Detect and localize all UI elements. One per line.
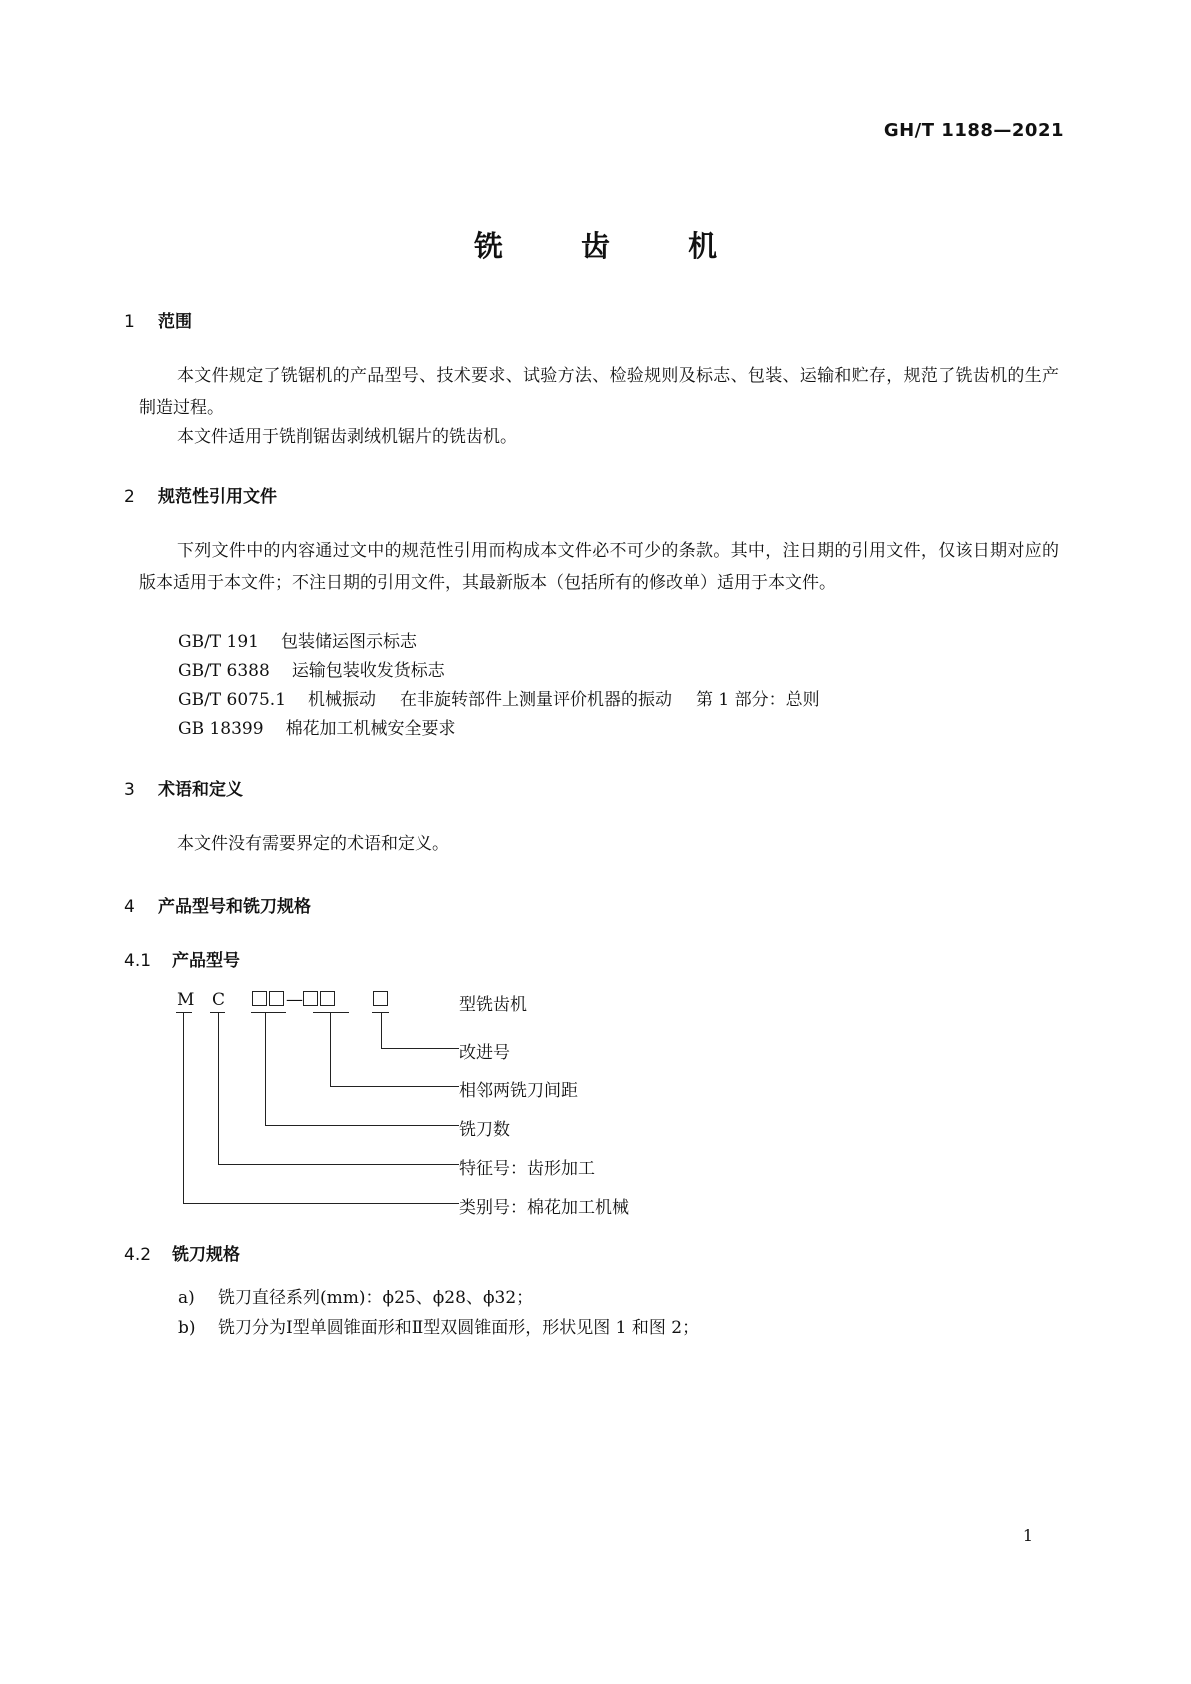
leader-line (183, 1012, 184, 1204)
subsection-title: 铣刀规格 (172, 1245, 240, 1265)
placeholder-box (252, 991, 267, 1006)
reference-title: 包装储运图示标志 (281, 632, 417, 652)
leader-line (381, 1048, 459, 1049)
section-title: 术语和定义 (158, 780, 243, 800)
section-number: 4 (124, 897, 135, 917)
reference-code: GB/T 6075.1 (178, 690, 287, 710)
section-2-intro: 下列文件中的内容通过文中的规范性引用而构成本文件必不可少的条款。其中，注日期的引用文件，仅该日期对应的版本适用于本文件；不注日期的引用文件，其最新版本（包括所有的修改单）适用于本文件。 (139, 541, 1059, 593)
leader-line (330, 1086, 459, 1087)
list-text: 铣刀直径系列(mm)：ϕ25、ϕ28、ϕ32； (218, 1288, 534, 1308)
list-text: 铣刀分为Ⅰ型单圆锥面形和Ⅱ型双圆锥面形，形状见图 1 和图 2； (218, 1318, 700, 1338)
placeholder-box (320, 991, 335, 1006)
diagram-label: 类别号：棉花加工机械 (459, 1198, 629, 1218)
section-2-heading (124, 482, 277, 507)
section-3-heading (124, 775, 243, 800)
reference-title: 运输包装收发货标志 (291, 661, 445, 681)
section-title: 规范性引用文件 (158, 487, 277, 507)
underline (176, 1012, 192, 1013)
section-title: 产品型号和铣刀规格 (158, 897, 311, 917)
list-item (178, 1313, 699, 1338)
page-number: 1 (1022, 1526, 1033, 1545)
model-label: 型铣齿机 (459, 995, 527, 1015)
placeholder-box (269, 991, 284, 1006)
reference-item (178, 714, 456, 739)
section-1-paragraph: 本文件适用于铣削锯齿剥绒机锯片的铣齿机。 (177, 427, 517, 447)
underline (251, 1012, 286, 1013)
leader-line (265, 1125, 459, 1126)
leader-line (330, 1012, 331, 1087)
placeholder-box (303, 991, 318, 1006)
reference-code: GB/T 6388 (178, 661, 270, 681)
list-marker: a) (178, 1288, 195, 1308)
leader-line (183, 1203, 459, 1204)
diagram-label: 特征号：齿形加工 (459, 1159, 595, 1179)
subsection-number: 4.1 (124, 951, 152, 971)
reference-title: 机械振动 (308, 690, 377, 710)
revision-box-wrap (373, 990, 390, 1010)
leader-line (218, 1012, 219, 1165)
diagram-label: 铣刀数 (459, 1120, 510, 1140)
reference-code: GB 18399 (178, 719, 264, 739)
section-number: 2 (124, 487, 135, 507)
dash: — (286, 990, 303, 1010)
section-1-paragraph: 本文件规定了铣锯机的产品型号、技术要求、试验方法、检验规则及标志、包装、运输和贮存，规范了铣齿机的生产制造过程。 (139, 366, 1059, 418)
reference-item (178, 627, 417, 652)
letter-m: M (177, 990, 195, 1010)
reference-title-part: 在非旋转部件上测量评价机器的振动 (400, 690, 673, 710)
subsection-4-1-heading (124, 946, 240, 971)
section-number: 3 (124, 780, 135, 800)
leader-line (381, 1012, 382, 1049)
subsection-number: 4.2 (124, 1245, 152, 1265)
section-4-heading (124, 892, 311, 917)
diagram-label: 相邻两铣刀间距 (459, 1081, 578, 1101)
reference-item (178, 685, 820, 710)
document-title: 铣 齿 机 (473, 229, 752, 263)
section-number: 1 (124, 312, 135, 332)
model-code-group (252, 990, 337, 1010)
section-1-heading (124, 307, 192, 332)
leader-line (265, 1012, 266, 1126)
reference-title-part: 第 1 部分：总则 (696, 690, 820, 710)
section-title: 范围 (158, 312, 192, 332)
leader-line (218, 1164, 459, 1165)
underline (313, 1012, 349, 1013)
list-item (178, 1283, 533, 1308)
diagram-label: 改进号 (459, 1043, 510, 1063)
reference-item (178, 656, 445, 681)
reference-code: GB/T 191 (178, 632, 259, 652)
subsection-title: 产品型号 (172, 951, 240, 971)
subsection-4-2-heading (124, 1240, 240, 1265)
standard-number: GH/T 1188—2021 (883, 120, 1064, 141)
letter-c: C (212, 990, 226, 1010)
section-3-text: 本文件没有需要界定的术语和定义。 (177, 834, 449, 854)
list-marker: b) (178, 1318, 196, 1338)
placeholder-box (373, 991, 388, 1006)
reference-title: 棉花加工机械安全要求 (285, 719, 456, 739)
